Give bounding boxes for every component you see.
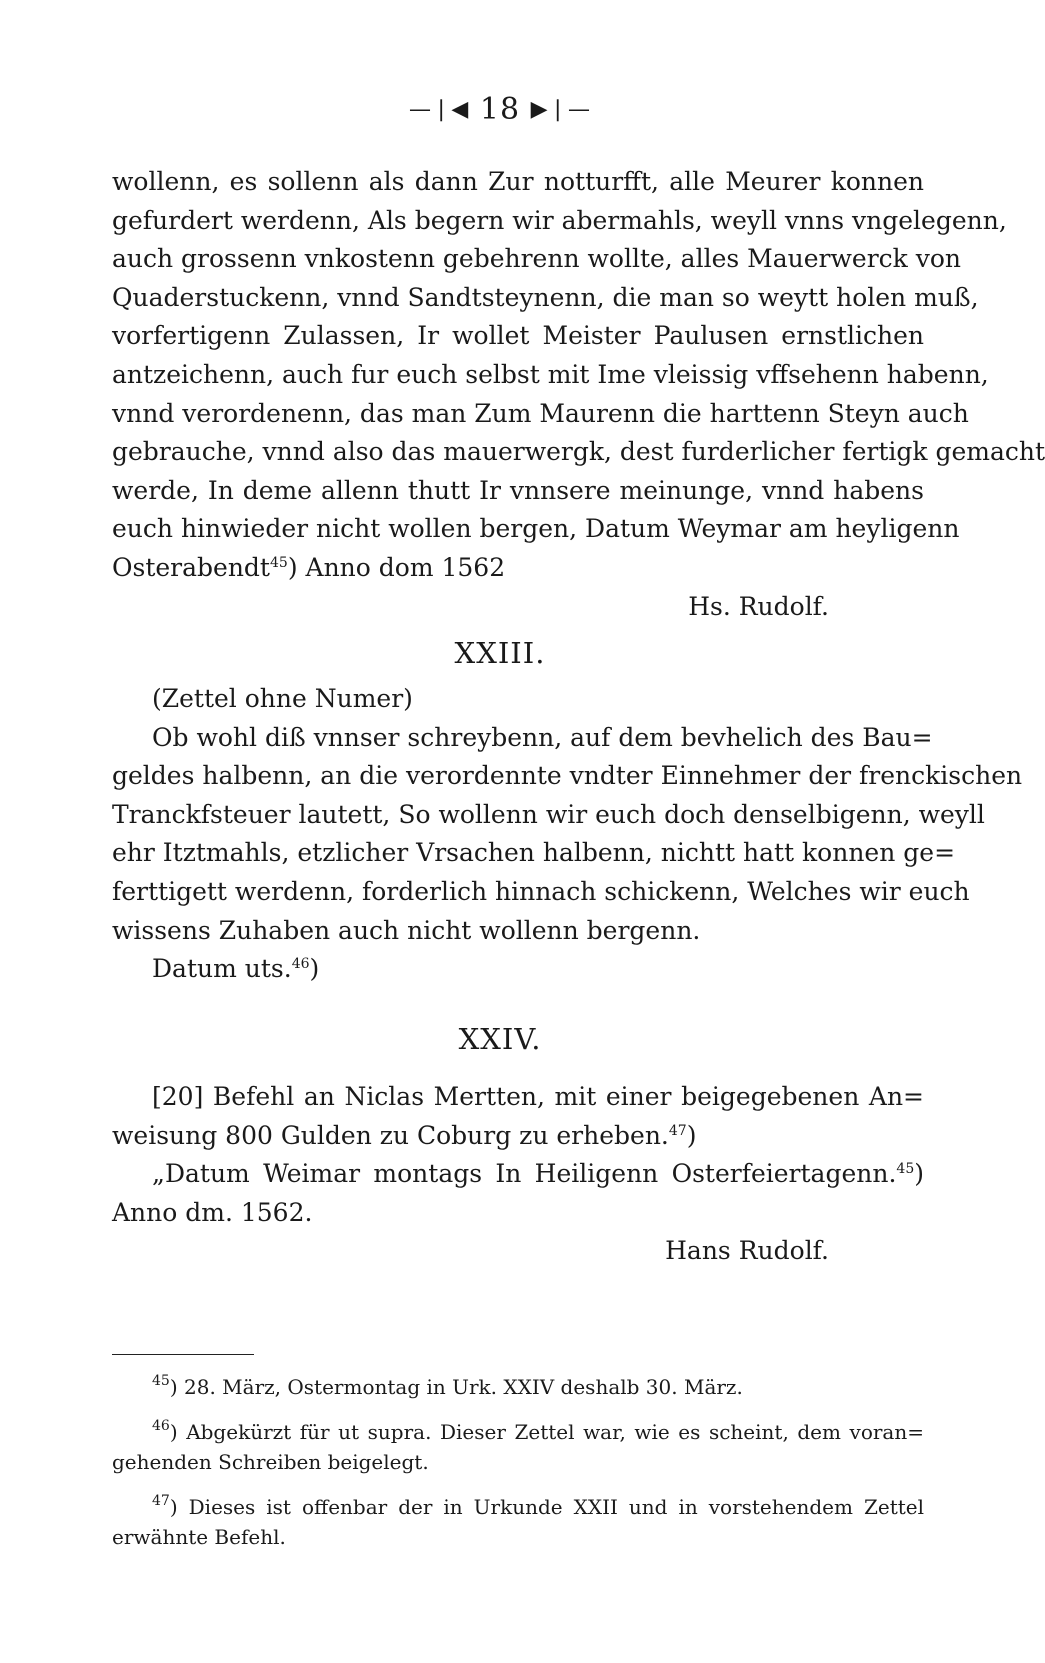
text-line: gebrauche, vnnd also das mauerwergk, dest furderlicher fertigk gemacht bbox=[112, 437, 1045, 467]
subheading: (Zettel ohne Numer) bbox=[152, 684, 413, 713]
footnote-number: 47 bbox=[152, 1493, 170, 1509]
text-line: werde, In deme allenn thutt Ir vnnsere meinunge, vnnd habens bbox=[112, 475, 924, 505]
text-line-last: Osterabendt$^{45}$) Anno dom 1562 bbox=[112, 552, 506, 582]
footnote-46: $^{46}$) Abgekürzt für ut supra. Dieser Zettel war, wie es scheint, dem voran= gehenden Schreiben beigelegt. bbox=[112, 1418, 924, 1474]
letter-text bbox=[112, 163, 1045, 626]
ornament-right: ▶❘— bbox=[530, 97, 591, 122]
footnote-47: $^{47}$) Dieses ist offenbar der in Urkunde XXII und in vorstehendem Zettel erwähnte Befehl. bbox=[112, 1493, 924, 1549]
signature: Hans Rudolf. bbox=[665, 1236, 829, 1266]
text-line: vorfertigenn Zulassen, Ir wollet Meister Paulusen ernstlichen bbox=[112, 321, 924, 351]
datum-line: Datum uts.$^{46}$) bbox=[152, 954, 320, 984]
text-line: wollenn, es sollenn als dann Zur notturfft, alle Meurer konnen bbox=[112, 167, 924, 196]
text-line: [20] Befehl an Niclas Mertten, mit einer beigegebenen An= bbox=[152, 1082, 924, 1111]
text-line: antzeichenn, auch fur euch selbst mit Ime vleissig vffsehenn habenn, bbox=[112, 359, 989, 389]
section-heading: XXIII. bbox=[454, 636, 546, 670]
signature: Hs. Rudolf. bbox=[688, 591, 829, 621]
ornament-left: —❘◀ bbox=[409, 97, 470, 122]
text-line: ehr Itztmahls, etzlicher Vrsachen halbenn, nichtt hatt konnen ge= bbox=[112, 838, 956, 868]
text-line: „Datum Weimar montags In Heiligenn Osterfeiertagenn.$^{45}$) bbox=[152, 1159, 924, 1189]
page-number-value: 18 bbox=[479, 92, 521, 127]
text-line: weisung 800 Gulden zu Coburg zu erheben.$^{47}$) bbox=[112, 1120, 697, 1150]
page-number bbox=[0, 92, 1000, 127]
section-xxiv-text bbox=[112, 1078, 924, 1271]
text-line: Tranckfsteuer lautett, So wollenn wir euch doch denselbigenn, weyll bbox=[112, 799, 985, 829]
footnote-ref: 46 bbox=[291, 956, 310, 973]
text-line: Quaderstuckenn, vnnd Sandtsteynenn, die man so weytt holen muß, bbox=[112, 282, 979, 312]
footnote-ref: 47 bbox=[668, 1122, 687, 1139]
text-line: gefurdert werdenn, Als begern wir abermahls, weyll vnns vngelegenn, bbox=[112, 205, 1007, 235]
text-line: vnnd verordenenn, das man Zum Maurenn die harttenn Steyn auch bbox=[112, 398, 969, 428]
text-line: Ob wohl diß vnnser schreybenn, auf dem bevhelich des Bau= bbox=[152, 722, 933, 752]
text-line: geldes halbenn, an die verordennte vndter Einnehmer der frenckischen bbox=[112, 761, 1023, 791]
text-line: wissens Zuhaben auch nicht wollenn bergenn. bbox=[112, 915, 701, 945]
footnote-divider bbox=[112, 1354, 254, 1355]
footnote-ref: 45 bbox=[269, 554, 288, 571]
text-line: euch hinwieder nicht wollen bergen, Datum Weymar am heyligenn bbox=[112, 514, 960, 544]
section-heading: XXIV. bbox=[458, 1022, 542, 1056]
text-line: ferttigett werdenn, forderlich hinnach schickenn, Welches wir euch bbox=[112, 876, 970, 906]
footnote-number: 46 bbox=[152, 1418, 170, 1434]
text-line: auch grossenn vnkostenn gebehrenn wollte, alles Mauerwerck von bbox=[112, 244, 962, 274]
footnote-45: $^{45}$) 28. März, Ostermontag in Urk. XXIV deshalb 30. März. bbox=[152, 1373, 743, 1399]
footnote-number: 45 bbox=[152, 1373, 170, 1389]
section-xxiii-text bbox=[112, 680, 1023, 989]
text-line: Anno dm. 1562. bbox=[112, 1197, 313, 1227]
footnote-ref: 45 bbox=[896, 1161, 915, 1178]
